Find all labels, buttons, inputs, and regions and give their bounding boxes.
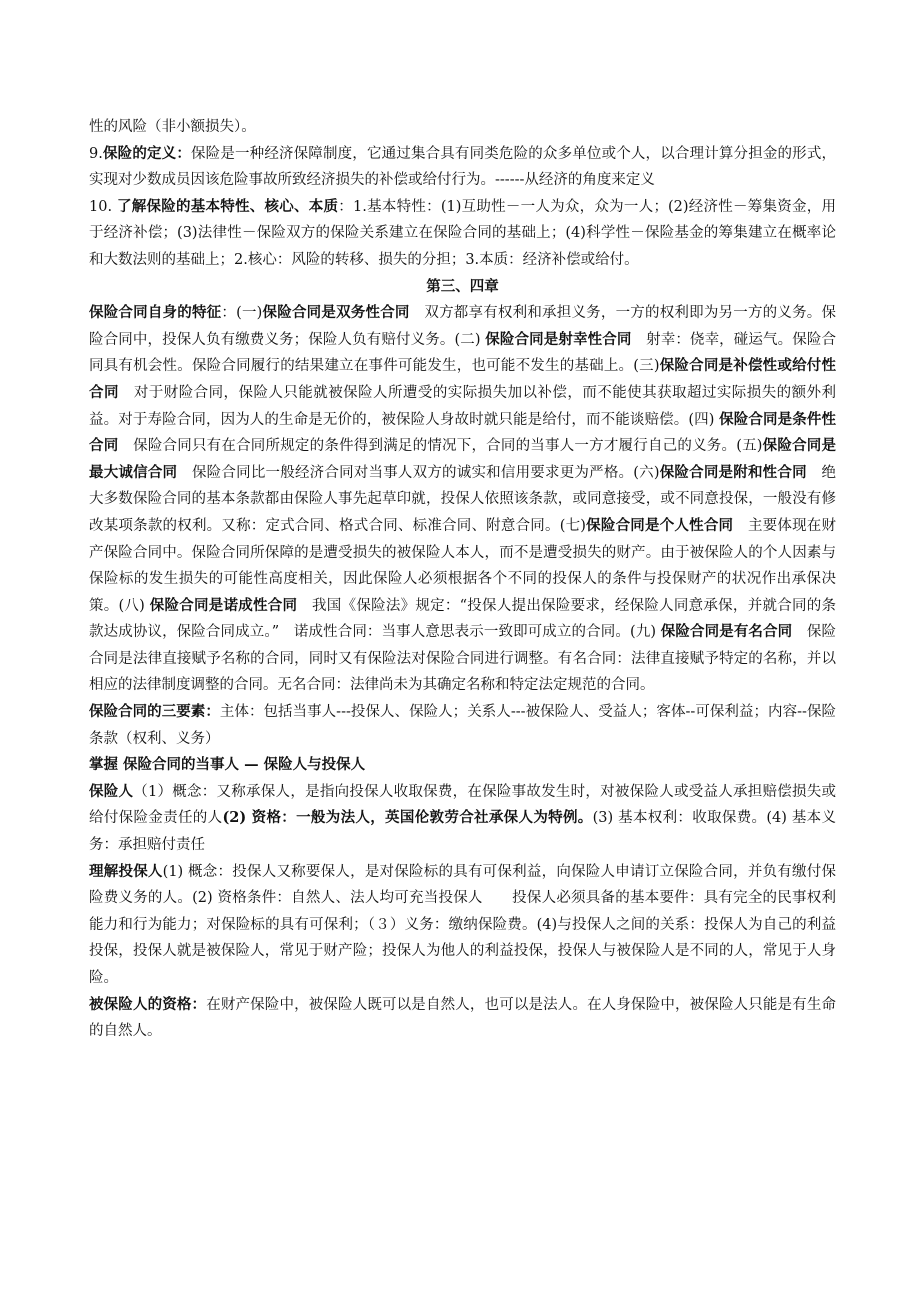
text-run: 我国《保险法》规定：“投保人提出保险要求，经保险人同意承保，并就合同的条款达成协议，保险合同成立。” 诺成性合同：当事人意思表示一致即可成立的合同。(九): [89, 597, 836, 641]
text-run: 9.: [89, 145, 103, 162]
bold-term: 保险合同的三要素：: [89, 703, 220, 721]
paragraph-p-insurer: [89, 779, 836, 859]
paragraph-p-char: [89, 194, 836, 274]
bold-term: 了解保险的基本特性、核心、本质: [116, 197, 339, 215]
text-run: 性的风险（非小额损失）。: [89, 119, 256, 135]
text-run: 在财产保险中，被保险人既可以是自然人，也可以是法人。在人身保险中，被保险人只能是有生命的自然人。: [89, 996, 836, 1040]
bold-term: 保险合同自身的特征: [89, 304, 222, 322]
bold-term: 保险合同是最大诚信合同: [89, 437, 837, 481]
paragraph-p-def: [89, 141, 836, 194]
bold-term: 保险合同是条件性合同: [89, 410, 837, 455]
paragraph-p-contract-features: [89, 300, 836, 699]
paragraph-p-three-elements: [89, 699, 836, 752]
bold-term: 保险人: [89, 782, 134, 800]
paragraph-p-policyholder: [89, 859, 836, 992]
text-run: ：1.基本特性：(1)互助性－一人为众，众为一人；(2)经济性－筹集资金，用于经济补偿；(3)法律性－保险双方的保险关系建立在保险合同的基础上；(4)科学性－保险基金的筹集建立在概率论和大数法则的基础上；2.核心：风险的转移、损失的分担；3.本质：经济补偿或给付。: [89, 198, 837, 268]
section-heading: [89, 274, 836, 301]
text-run: 主要体现在财产保险合同中。保险合同所保障的是遭受损失的被保险人本人，而不是遭受损失的财产。由于被保险人的个人因素与保险标的发生损失的可能性高度相关，因此保险人必须根据各个不同的投保人的条件与投保财产的状况作出承保决策。(八): [89, 517, 837, 614]
bold-term: 保险合同是有名合同: [660, 623, 793, 641]
text-run: 绝大多数保险合同的基本条款都由保险人事先起草印就，投保人依照该条款，或同意接受，或不同意投保，一般没有修改某项条款的权利。又称：定式合同、格式合同、标准合同、附意合同。(七): [89, 464, 837, 534]
bold-term: 保险合同是补偿性或给付性合同: [89, 357, 836, 401]
bold-term: 保险合同是诺成性合同: [149, 596, 298, 614]
text-run: 保险合同比一般经济合同对当事人双方的诚实和信用要求更为严格。(六): [177, 464, 660, 481]
bold-term: (2) 资格：一般为法人，英国伦敦劳合社承保人为特例。: [222, 809, 593, 827]
paragraph-p-risk-cont: [89, 114, 836, 141]
text-run: 第三、四章: [426, 277, 499, 295]
text-run: （1）概念：又称承保人，是指向投保人收取保费，在保险事故发生时，对被保险人或受益人承担赔偿损失或给付保险金责任的人: [89, 783, 837, 827]
bold-term: 保险合同是个人性合同: [585, 516, 734, 534]
bold-term: 理解投保人: [89, 862, 163, 880]
text-run: 保险合同只有在合同所规定的条件得到满足的情况下，合同的当事人一方才履行自己的义务。(五): [118, 438, 763, 455]
text-run: 10.: [89, 198, 117, 215]
text-run: 保险合同是法律直接赋予名称的合同，同时又有保险法对保险合同进行调整。有名合同：法律直接赋予特定的名称，并以相应的法律制度调整的合同。无名合同：法律尚未为其确定名称和特定法定规范的合同。: [89, 624, 837, 694]
text-run: 对于财险合同，保险人只能就被保险人所遭受的实际损失加以补偿，而不能使其获取超过实际损失的额外利益。对于寿险合同，因为人的生命是无价的，被保险人身故时就只能是给付，而不能谈赔偿。(四): [89, 384, 837, 428]
bold-term: 保险合同是射幸性合同: [485, 330, 632, 348]
text-run: (3) 基本权利：收取保费。(4) 基本义务：承担赔付责任: [89, 810, 837, 854]
bold-term: 掌握 保险合同的当事人 — 保险人与投保人: [89, 756, 366, 774]
text-run: (1) 概念：投保人又称要保人，是对保险标的具有可保利益，向保险人申请订立保险合同，并负有缴付保险费义务的人。(2) 资格条件：自然人、法人均可充当投保人 投保人必须具备的基本要件：具有完全的民事权利能力和行为能力；对保险标的具有可保利；（３）义务：缴纳保险费。(4)与投保人之间的关系：投保人为自己的利益投保，投保人就是被保险人，常见于财产险；投保人为他人的利益投保，投保人与被保险人是不同的人，常见于人身险。: [89, 863, 837, 986]
bold-term: 被保险人的资格：: [89, 995, 207, 1013]
bold-term: 保险的定义：: [102, 144, 191, 162]
text-run: 主体：包括当事人---投保人、保险人；关系人---被保险人、受益人；客体--可保利益；内容--保险条款（权利、义务）: [89, 704, 836, 747]
text-run: 保险是一种经济保障制度，它通过集合具有同类危险的众多单位或个人，以合理计算分担金的形式，实现对少数成员因该危险事故所致经济损失的补偿或给付行为。------从经济的角度来定义: [89, 145, 837, 189]
text-run: 射幸：侥幸，碰运气。保险合同具有机会性。保险合同履行的结果建立在事件可能发生，也可能不发生的基础上。(三): [89, 331, 837, 375]
bold-term: 保险合同是附和性合同: [659, 463, 807, 481]
text-run: 双方都享有权利和承担义务，一方的权利即为另一方的义务。保险合同中，投保人负有缴费义务；保险人负有赔付义务。(二): [89, 305, 837, 348]
paragraph-p-insured: [89, 992, 836, 1045]
paragraph-p-master-parties: [89, 752, 836, 779]
text-run: ：(一): [221, 305, 263, 322]
bold-term: 保险合同是双务性合同: [262, 304, 410, 322]
